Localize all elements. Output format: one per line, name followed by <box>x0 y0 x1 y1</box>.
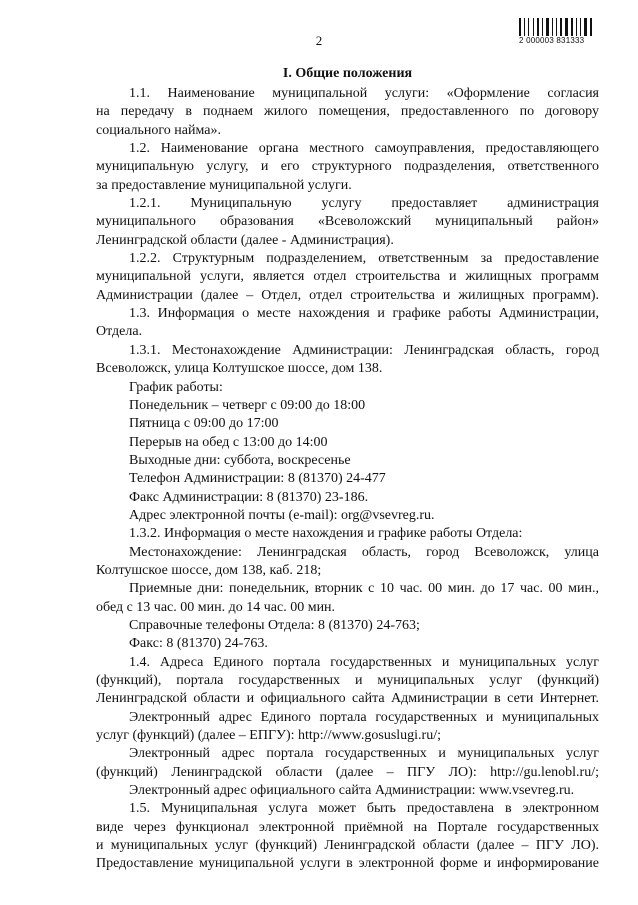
text-line: Телефон Администрации: 8 (81370) 24-477 <box>129 471 386 487</box>
text-line: Местонахождение: Ленинградская область, город Всеволожск, улица <box>129 544 599 560</box>
text-line: Всеволожск, улица Колтушское шоссе, дом 138. <box>96 361 383 377</box>
text-line: Отдела. <box>96 324 143 340</box>
barcode-bar <box>582 18 583 36</box>
barcode-bar <box>571 18 573 36</box>
barcode-bar <box>537 18 539 36</box>
section-heading: I. Общие положения <box>282 66 413 81</box>
barcode-bar <box>528 18 529 36</box>
barcode-bar <box>526 18 527 36</box>
barcode-bar <box>533 18 534 36</box>
barcode-bar <box>552 18 553 36</box>
text-line: Перерыв на обед с 13:00 до 14:00 <box>129 434 328 450</box>
barcode-bar <box>540 18 541 36</box>
barcode-bar <box>544 18 545 36</box>
text-line: (функций), портала государственных и муниципальных услуг (функций) <box>96 673 599 688</box>
text-lines <box>96 85 599 874</box>
barcode-bars <box>519 18 605 36</box>
text-line: Администрации (далее – Отдел, отдел строительства и жилищных программ). <box>96 287 599 303</box>
text-line: 1.2. Наименование органа местного самоуправления, предоставляющего <box>129 141 599 157</box>
document-body <box>96 64 599 874</box>
barcode-bar <box>565 18 568 36</box>
barcode-bar <box>569 18 570 36</box>
barcode-bar <box>580 18 581 36</box>
text-line: обед с 13 час. 00 мин. до 14 час. 00 мин. <box>96 599 336 615</box>
text-line: на передачу в поднаем жилого помещения, предоставленного по договору <box>96 104 599 120</box>
text-line: Ленинградской области и официального сайта Администрации в сети Интернет. <box>96 691 599 707</box>
text-line: 1.3.1. Местонахождение Администрации: Ленинградская область, город <box>129 342 599 358</box>
barcode-bar <box>535 18 536 36</box>
barcode-bar <box>546 18 549 36</box>
text-line: Адрес электронной почты (e-mail): org@vsevreg.ru. <box>129 507 435 523</box>
text-line: 1.3.2. Информация о месте нахождения и графике работы Отдела: <box>129 526 523 542</box>
text-line: муниципальную услугу, и его структурного подразделения, ответственного <box>96 159 599 175</box>
barcode-bar <box>550 18 551 36</box>
barcode-bar <box>556 18 557 36</box>
text-line: 1.2.1. Муниципальную услугу предоставляет администрация <box>129 196 599 212</box>
text-line: и муниципальных услуг (функций) Ленинградской области (далее – ПГУ ЛО). <box>96 838 599 854</box>
text-line: Приемные дни: понедельник, вторник с 10 час. 00 мин. до 17 час. 00 мин., <box>129 581 599 597</box>
text-line: Выходные дни: суббота, воскресенье <box>129 452 351 468</box>
text-line: Факс Администрации: 8 (81370) 23-186. <box>129 489 369 505</box>
barcode-bar <box>584 18 587 36</box>
text-line: Понедельник – четверг с 09:00 до 18:00 <box>129 397 366 413</box>
text-line: (функций) Ленинградской области (далее – ПГУ ЛО): http://gu.lenobl.ru/; <box>96 764 599 780</box>
barcode-bar <box>542 18 543 36</box>
text-line: Справочные телефоны Отдела: 8 (81370) 24-763; <box>129 617 420 633</box>
barcode-bar <box>563 18 564 36</box>
barcode-bar <box>560 18 562 36</box>
text-line: Ленинградской области (далее - Администрация). <box>96 232 394 248</box>
barcode-bar <box>522 18 523 36</box>
barcode-bar <box>574 18 575 36</box>
barcode <box>519 18 605 44</box>
text-line: виде через функционал электронной приёмной на Портале государственных <box>96 819 599 835</box>
text-line: Пятница с 09:00 до 17:00 <box>129 416 279 432</box>
barcode-bar <box>524 18 525 36</box>
text-line: Факс: 8 (81370) 24-763. <box>129 636 268 652</box>
barcode-bar <box>530 18 532 36</box>
text-line: Электронный адрес портала государственных и муниципальных услуг <box>129 746 599 762</box>
barcode-bar <box>588 18 589 36</box>
barcode-bar <box>578 18 579 36</box>
text-line: Предоставление муниципальной услуги в электронной форме и информирование <box>96 856 599 872</box>
text-line: за предоставление муниципальной услуги. <box>96 177 352 193</box>
barcode-bar <box>558 18 559 36</box>
text-line: 1.2.2. Структурным подразделением, ответственным за предоставление <box>129 251 599 267</box>
barcode-bar <box>554 18 555 36</box>
text-line: социального найма». <box>96 122 221 138</box>
text-line: муниципальной услуги, является отдел строительства и жилищных программ <box>96 269 599 285</box>
text-line: 1.3. Информация о месте нахождения и графике работы Администрации, <box>129 306 599 322</box>
barcode-bar <box>590 18 592 36</box>
text-line: Электронный адрес официального сайта Администрации: www.vsevreg.ru. <box>129 783 575 799</box>
text-line: услуг (функций) (далее – ЕПГУ): http://www.gosuslugi.ru/; <box>96 728 442 744</box>
text-line: 1.4. Адреса Единого портала государственных и муниципальных услуг <box>129 654 599 670</box>
barcode-bar <box>519 18 521 36</box>
text-line: График работы: <box>129 379 223 395</box>
page-number: 2 <box>315 33 323 48</box>
barcode-bar <box>576 18 577 36</box>
text-line: 1.5. Муниципальная услуга может быть предоставлена в электронном <box>129 801 599 817</box>
text-line: Электронный адрес Единого портала государственных и муниципальных <box>129 709 599 725</box>
barcode-number: 2 000003 831333 <box>519 36 585 45</box>
text-line: 1.1. Наименование муниципальной услуги: «Оформление согласия <box>129 86 599 101</box>
text-line: муниципального образования «Всеволожский муниципальный район» <box>96 214 599 230</box>
text-line: Колтушское шоссе, дом 138, каб. 218; <box>96 562 322 578</box>
